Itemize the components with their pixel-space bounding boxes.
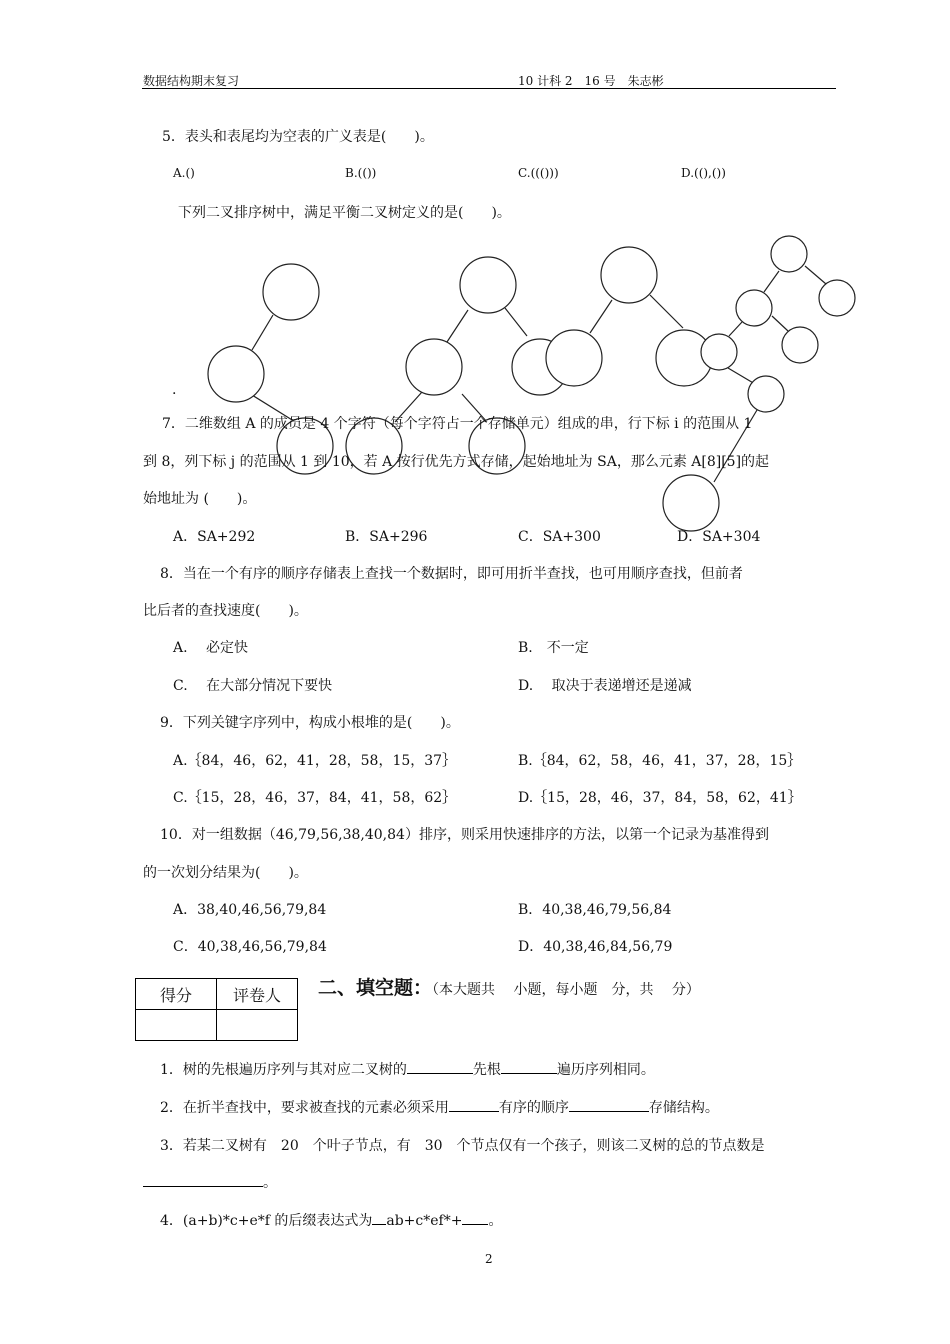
q5-option-a: A.() xyxy=(173,166,195,180)
fill-q4 xyxy=(160,1210,502,1230)
q6-text: 下列二叉排序树中，满足平衡二叉树定义的是( )。 xyxy=(178,205,511,221)
q5-text: 5．表头和表尾均为空表的广义表是( )。 xyxy=(162,129,434,145)
tree-option-c xyxy=(546,247,712,386)
fill-q1-blank2[interactable] xyxy=(501,1073,557,1074)
q7-line1: 7．二维数组 A 的成员是 4 个字符（每个字符占一个存储单元）组成的串，行下标 i 的范围从 1 xyxy=(162,416,753,432)
q9-option-c: C.｛15，28，46，37，84，41，58，62｝ xyxy=(173,790,457,806)
q7-option-d: D．SA+304 xyxy=(677,529,761,545)
grader-header: 评卷人 xyxy=(217,979,298,1010)
fill-q1-blank1[interactable] xyxy=(407,1073,473,1074)
fill-q4-answer: ab+c*ef*+ xyxy=(386,1213,463,1229)
q9-option-a: A.｛84，46，62，41，28，58，15，37｝ xyxy=(173,753,457,769)
q6-dot: . xyxy=(172,382,177,398)
q5-option-b: B.(()) xyxy=(345,166,377,180)
grader-cell[interactable] xyxy=(217,1010,298,1041)
fill-q1 xyxy=(160,1059,655,1079)
fill-q4-blank2[interactable] xyxy=(462,1224,488,1225)
fill-q1-answer: 先根 xyxy=(472,1062,501,1078)
q8-option-a: A. 必定快 xyxy=(173,640,249,656)
fill-q3: 3．若某二叉树有 20 个叶子节点，有 30 个节点仅有一个孩子，则该二叉树的总的节点数是 xyxy=(160,1138,765,1154)
q7-option-b: B．SA+296 xyxy=(345,529,428,545)
score-table xyxy=(135,978,298,1041)
fill-q2-answer: 有序的顺序 xyxy=(498,1100,569,1116)
fill-q2 xyxy=(160,1097,719,1117)
page-number: 2 xyxy=(485,1252,493,1266)
fill-q3-blank[interactable] xyxy=(143,1186,263,1187)
q8-option-b: B. 不一定 xyxy=(518,640,589,656)
q9-text: 9．下列关键字序列中，构成小根堆的是( )。 xyxy=(160,715,460,731)
q7-option-c: C．SA+300 xyxy=(518,529,601,545)
section2-heading xyxy=(318,973,700,1000)
fill-q2-blank1[interactable] xyxy=(449,1111,499,1112)
fill-q1-prefix: 1．树的先根遍历序列与其对应二叉树的 xyxy=(160,1062,407,1078)
fill-q4-prefix: 4．(a+b)*c+e*f 的后缀表达式为 xyxy=(160,1213,373,1229)
q8-line2: 比后者的查找速度( )。 xyxy=(143,603,308,619)
fill-q4-suffix: 。 xyxy=(488,1213,503,1229)
tree-option-a xyxy=(208,264,333,474)
header-author: 10 计科 2 16 号 朱志彬 xyxy=(518,74,664,88)
fill-q2-prefix: 2．在折半查找中，要求被查找的元素必须采用 xyxy=(160,1100,449,1116)
q10-option-d: D．40,38,46,84,56,79 xyxy=(518,939,673,955)
q5-option-d: D.((),()) xyxy=(681,166,726,180)
q8-line1: 8．当在一个有序的顺序存储表上查找一个数据时，即可用折半查找，也可用顺序查找，但前者 xyxy=(160,566,743,582)
q8-option-c: C. 在大部分情况下要快 xyxy=(173,678,333,694)
section2-note: （本大题共 小题，每小题 分，共 分） xyxy=(432,982,700,998)
fill-q2-blank2[interactable] xyxy=(569,1111,649,1112)
fill-q3-end: 。 xyxy=(263,1175,277,1191)
q10-option-a: A．38,40,46,56,79,84 xyxy=(173,902,327,918)
q9-option-d: D.｛15，28，46，37，84，58，62，41｝ xyxy=(518,790,802,806)
score-header: 得分 xyxy=(136,979,217,1010)
fill-q1-suffix: 遍历序列相同。 xyxy=(556,1062,655,1078)
section2-title: 二、填空题： xyxy=(318,977,433,999)
q8-option-d: D. 取决于表递增还是递减 xyxy=(518,678,692,694)
score-cell[interactable] xyxy=(136,1010,217,1041)
q10-option-c: C．40,38,46,56,79,84 xyxy=(173,939,327,955)
q7-option-a: A．SA+292 xyxy=(173,529,256,545)
q10-line2: 的一次划分结果为( )。 xyxy=(143,865,308,881)
q10-option-b: B．40,38,46,79,56,84 xyxy=(518,902,672,918)
q5-option-c: C.((())) xyxy=(518,166,559,180)
tree-option-b xyxy=(346,257,568,474)
fill-q2-suffix: 存储结构。 xyxy=(648,1100,719,1116)
q10-line1: 10．对一组数据（46,79,56,38,40,84）排序，则采用快速排序的方法，以第一个记录为基准得到 xyxy=(160,827,769,843)
q7-line2: 到 8，列下标 j 的范围从 1 到 10，若 A 按行优先方式存储，起始地址为 SA，那么元素 A[8][5]的起 xyxy=(143,454,770,470)
fill-q4-blank1[interactable] xyxy=(372,1224,386,1225)
q7-line3: 始地址为 ( )。 xyxy=(143,491,257,507)
header-course: 数据结构期末复习 xyxy=(143,74,240,88)
fill-q3-answer-line xyxy=(143,1172,277,1192)
q9-option-b: B.｛84，62，58，46，41，37，28，15｝ xyxy=(518,753,802,769)
